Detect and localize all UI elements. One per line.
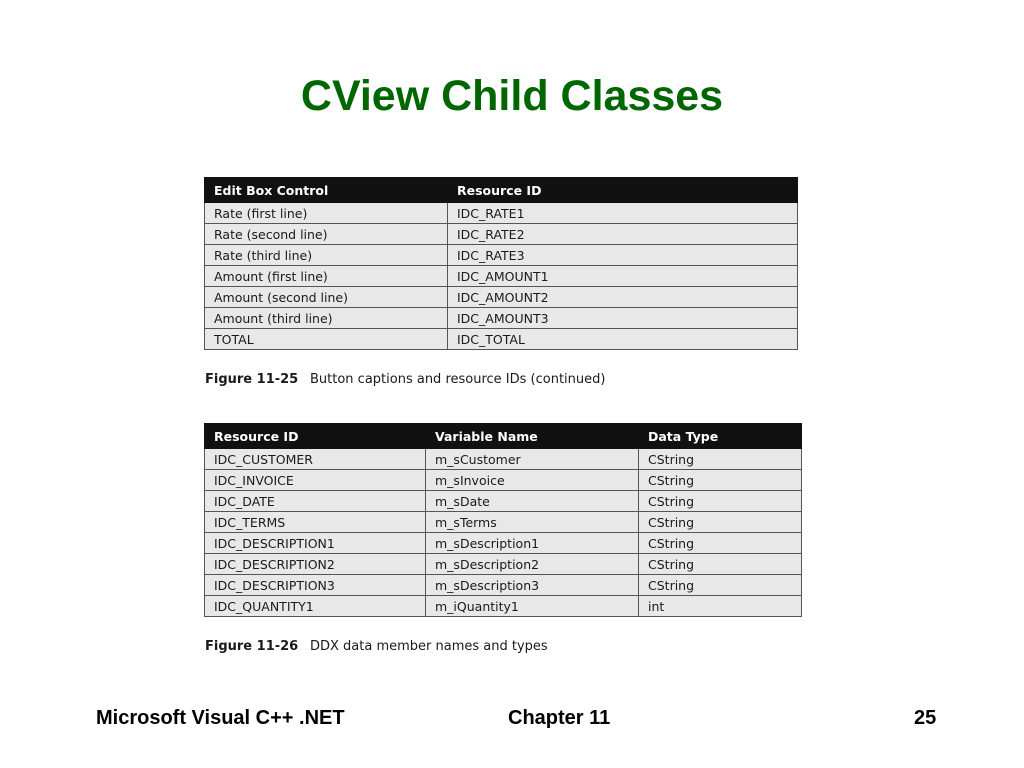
table-row (205, 203, 798, 224)
table-cell: IDC_AMOUNT3 (448, 308, 798, 329)
figure-caption (205, 372, 605, 387)
table-cell: m_sDescription3 (426, 575, 639, 596)
table-cell: TOTAL (205, 329, 448, 350)
table-row (205, 308, 798, 329)
table-row (205, 575, 802, 596)
table-cell: IDC_RATE1 (448, 203, 798, 224)
table-cell: IDC_AMOUNT2 (448, 287, 798, 308)
figure-caption (205, 639, 548, 654)
table-cell: CString (639, 491, 802, 512)
table-cell: m_sTerms (426, 512, 639, 533)
footer-course-title: Microsoft Visual C++ .NET (96, 707, 345, 729)
table-cell: CString (639, 470, 802, 491)
slide-title: CView Child Classes (300, 72, 724, 120)
table-row (205, 287, 798, 308)
table-row (205, 470, 802, 491)
figure-label: Figure 11-26 (205, 639, 299, 654)
table-cell: IDC_DATE (205, 491, 426, 512)
table-cell: Amount (second line) (205, 287, 448, 308)
table-cell: CString (639, 533, 802, 554)
table-cell: IDC_QUANTITY1 (205, 596, 426, 617)
column-header: Variable Name (426, 424, 639, 449)
table-row (205, 266, 798, 287)
table-header-row (205, 424, 802, 449)
footer-chapter: Chapter 11 (508, 707, 611, 729)
table-row (205, 554, 802, 575)
table-cell: m_sCustomer (426, 449, 639, 470)
table-row (205, 224, 798, 245)
table-cell: CString (639, 512, 802, 533)
table-row (205, 512, 802, 533)
table-cell: Rate (first line) (205, 203, 448, 224)
table-cell: IDC_RATE2 (448, 224, 798, 245)
table-cell: IDC_DESCRIPTION1 (205, 533, 426, 554)
table-cell: CString (639, 449, 802, 470)
table-cell: m_iQuantity1 (426, 596, 639, 617)
table-cell: Rate (second line) (205, 224, 448, 245)
table-cell: IDC_DESCRIPTION2 (205, 554, 426, 575)
table-header-row (205, 178, 798, 203)
resource-id-table (204, 177, 798, 350)
column-header: Edit Box Control (205, 178, 448, 203)
table-cell: Rate (third line) (205, 245, 448, 266)
column-header: Resource ID (205, 424, 426, 449)
table-cell: m_sDescription1 (426, 533, 639, 554)
table-cell: CString (639, 554, 802, 575)
column-header: Data Type (639, 424, 802, 449)
table-cell: Amount (third line) (205, 308, 448, 329)
table-row (205, 533, 802, 554)
table-cell: IDC_DESCRIPTION3 (205, 575, 426, 596)
table-cell: IDC_AMOUNT1 (448, 266, 798, 287)
figure-caption-text: DDX data member names and types (310, 639, 548, 654)
table-cell: CString (639, 575, 802, 596)
table-cell: IDC_CUSTOMER (205, 449, 426, 470)
table-cell: Amount (first line) (205, 266, 448, 287)
table-row (205, 329, 798, 350)
table-cell: int (639, 596, 802, 617)
table-cell: IDC_TERMS (205, 512, 426, 533)
ddx-member-table (204, 423, 802, 617)
table-row (205, 449, 802, 470)
column-header: Resource ID (448, 178, 798, 203)
table-cell: m_sInvoice (426, 470, 639, 491)
table-cell: m_sDate (426, 491, 639, 512)
table-row (205, 491, 802, 512)
table-cell: IDC_RATE3 (448, 245, 798, 266)
table-cell: IDC_INVOICE (205, 470, 426, 491)
figure-label: Figure 11-25 (205, 372, 299, 387)
table-cell: IDC_TOTAL (448, 329, 798, 350)
footer-page-number: 25 (914, 707, 937, 729)
table-row (205, 596, 802, 617)
figure-caption-text: Button captions and resource IDs (continued) (310, 372, 606, 387)
table-row (205, 245, 798, 266)
table-cell: m_sDescription2 (426, 554, 639, 575)
